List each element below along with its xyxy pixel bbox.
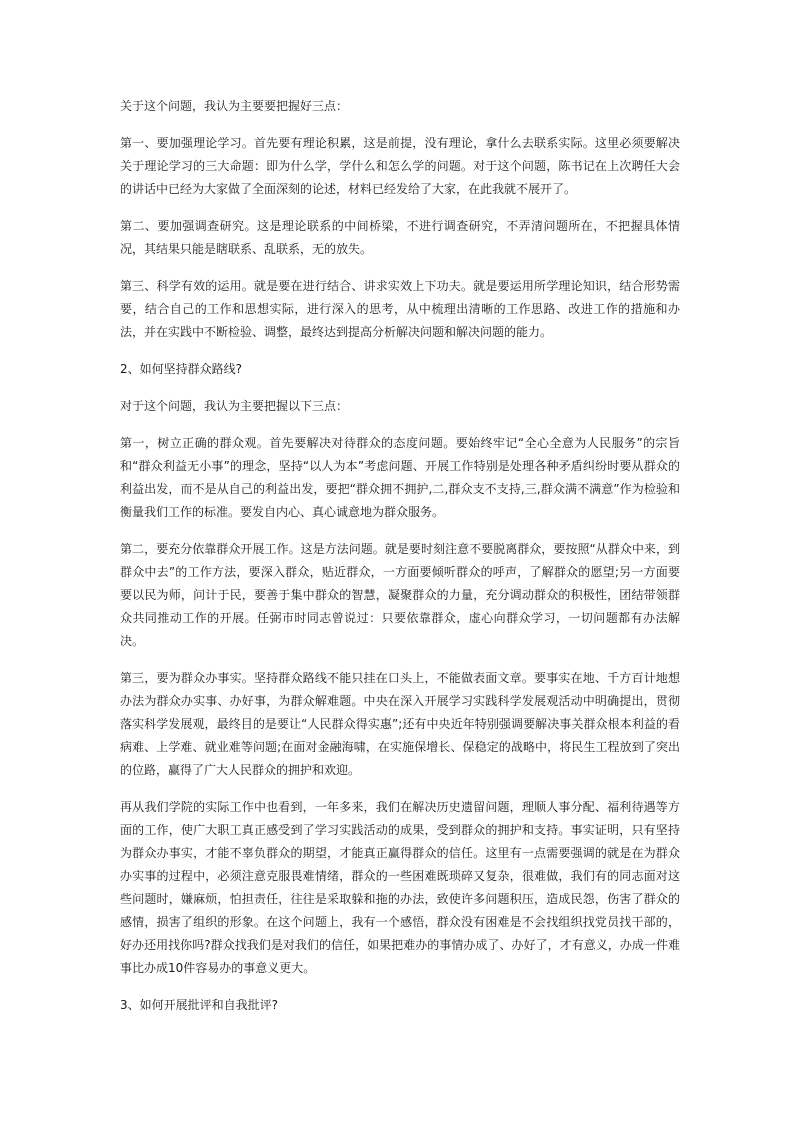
section-2-intro: 对于这个问题，我认为主要把握以下三点： [120, 399, 349, 413]
section-2-point-one: 第一，树立正确的群众观。首先要解决对待群众的态度问题。要始终牢记“全心全意为人民服务”的宗旨和“群众利益无小事”的理念，坚持“以人为本”考虑问题、开展工作特别是处理各种矛盾纠纷时要从群众的利益出发，而不是从自己的利益出发，要把“群众拥不拥护,二,群众支不支持,三,群众满不满意”作为检验和衡量我们工作的标准。要发自内心、真心诚意地为群众服务。 [120, 436, 680, 519]
point-one-theory-study: 第一、要加强理论学习。首先要有理论积累，这是前提，没有理论，拿什么去联系实际。这里必须要解决关于理论学习的三大命题：即为什么学，学什么和怎么学的问题。对于这个问题，陈书记在上次聘任大会的讲话中已经为大家做了全面深刻的论述，材料已经发给了大家，在此我就不展开了。 [120, 136, 680, 196]
document-page [120, 95, 680, 1031]
section-2-point-two: 第二，要充分依靠群众开展工作。这是方法问题。就是要时刻注意不要脱离群众，要按照“从群众中来，到群众中去”的工作方法，要深入群众，贴近群众，一方面要倾听群众的呼声，了解群众的愿望;另一方面要要以民为师，问计于民，要善于集中群众的智慧，凝聚群众的力量，充分调动群众的积极性，团结带领群众共同推动工作的开展。任弼市时同志曾说过：只要依靠群众，虚心向群众学习，一切问题都有办法解决。 [120, 542, 680, 648]
section-2-reflection: 再从我们学院的实际工作中也看到，一年多来，我们在解决历史遗留问题，理顺人事分配、福利待遇等方面的工作，使广大职工真正感受到了学习实践活动的成果，受到群众的拥护和支持。事实证明，只有坚持为群众办事实，才能不辜负群众的期望，才能真正赢得群众的信任。这里有一点需要强调的就是在为群众办实事的过程中，必须注意克服畏难情绪，群众的一些困难既琐碎又复杂，很难做，我们有的同志面对这些问题时，嫌麻烦，怕担责任，往往是采取躲和拖的办法，致使许多问题积压，造成民怨，伤害了群众的感情，损害了组织的形象。在这个问题上，我有一个感悟，群众没有困难是不会找组织找党员找干部的，好办还用找你吗?群众找我们是对我们的信任，如果把难办的事情办成了、办好了，才有意义，办成一件难事比办成10件容易办的事意义更大。 [120, 800, 680, 975]
section-2-point-three: 第三，要为群众办事实。坚持群众路线不能只挂在口头上，不能做表面文章。要事实在地、千方百计地想办法为群众办实事、办好事，为群众解难题。中央在深入开展学习实践科学发展观活动中明确提出，贯彻落实科学发展观，最终目的是要让“人民群众得实惠”;还有中央近年特别强调要解决事关群众根本利益的看病难、上学难、就业难等问题;在面对金融海啸，在实施保增长、保稳定的战略中，将民生工程放到了突出的位路，赢得了广大人民群众的拥护和欢迎。 [120, 671, 680, 777]
point-two-investigation: 第二、要加强调查研究。这是理论联系的中间桥梁，不进行调查研究，不弄清问题所在，不把握具体情况，其结果只能是瞎联系、乱联系，无的放失。 [120, 219, 680, 256]
intro-paragraph: 关于这个问题，我认为主要要把握好三点： [120, 99, 349, 113]
point-three-application: 第三、科学有效的运用。就是要在进行结合、讲求实效上下功夫。就是要运用所学理论知识，结合形势需要，结合自己的工作和思想实际，进行深入的思考，从中梳理出清晰的工作思路、改进工作的措施和办法，并在实践中不断检验、调整，最终达到提高分析解决问题和解决问题的能力。 [120, 279, 680, 339]
section-heading-2: 2、如何坚持群众路线? [120, 362, 243, 376]
section-heading-3: 3、如何开展批评和自我批评? [120, 998, 279, 1012]
